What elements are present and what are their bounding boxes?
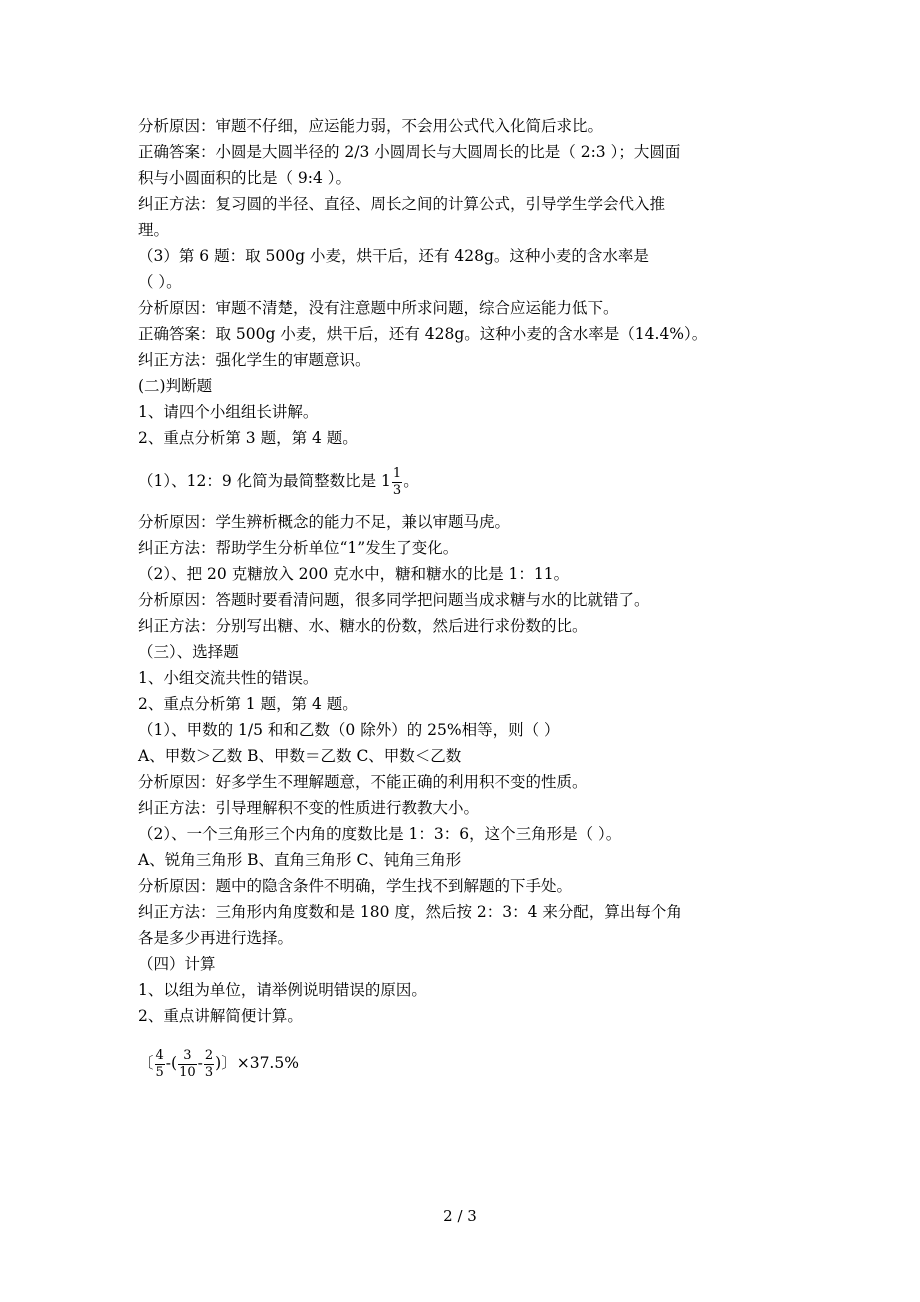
- text-line: 分析原因：审题不清楚，没有注意题中所求问题，综合应运能力低下。: [138, 299, 619, 317]
- text-line: （ ）。: [138, 273, 182, 291]
- fraction-numerator: 2: [204, 1047, 214, 1063]
- fraction-denominator: 10: [179, 1064, 196, 1080]
- fraction-numerator: 1: [392, 465, 402, 481]
- text-line: 纠正方法：分别写出糖、水、糖水的份数，然后进行求份数的比。: [138, 617, 588, 635]
- text-line: 各是多少再进行选择。: [138, 929, 294, 947]
- text-line: 正确答案：取 500g 小麦，烘干后，还有 428g。这种小麦的含水率是（14.4%）。: [138, 325, 708, 343]
- text-line: 1、请四个小组组长讲解。: [138, 403, 319, 421]
- text-line: 纠正方法：复习圆的半径、直径、周长之间的计算公式，引导学生学会代入推: [138, 195, 666, 213]
- choice-options: A、锐角三角形 B、直角三角形 C、钝角三角形: [138, 851, 462, 869]
- section-heading: (二)判断题: [138, 377, 213, 395]
- text-line: 纠正方法：引导理解积不变的性质进行教教大小。: [138, 799, 480, 817]
- operator: -: [197, 1054, 203, 1072]
- text-line: （2）、把 20 克糖放入 200 克水中，糖和糖水的比是 1：11。: [138, 565, 570, 583]
- text-line: 2、重点讲解简便计算。: [138, 1007, 303, 1025]
- expression-line: [138, 1037, 798, 1089]
- fraction-numerator: 3: [178, 1048, 197, 1065]
- text-line: 积与小圆面积的比是（ 9:4 ）。: [138, 169, 352, 187]
- bracket-open: 〔: [138, 1054, 154, 1072]
- fraction: [178, 1048, 197, 1081]
- fraction-denominator: 3: [204, 1064, 214, 1080]
- text-line: 分析原因：题中的隐含条件不明确，学生找不到解题的下手处。: [138, 877, 573, 895]
- text-line: 分析原因：审题不仔细，应运能力弱，不会用公式代入化简后求比。: [138, 117, 604, 135]
- document-body: [138, 113, 798, 1089]
- equation-suffix: 。: [403, 472, 419, 490]
- fraction-denominator: 5: [155, 1064, 164, 1080]
- text-line: 2、重点分析第 1 题，第 4 题。: [138, 695, 358, 713]
- text-line: 纠正方法：帮助学生分析单位“1”发生了变化。: [138, 539, 459, 557]
- text-line: 分析原因：学生辨析概念的能力不足，兼以审题马虎。: [138, 513, 511, 531]
- section-heading: （三）、选择题: [138, 643, 239, 661]
- text-line: 正确答案：小圆是大圆半径的 2/3 小圆周长与大圆周长的比是（ 2:3 ）；大圆面: [138, 143, 681, 161]
- equation-line: [138, 455, 798, 507]
- text-line: 纠正方法：三角形内角度数和是 180 度，然后按 2：3：4 来分配，算出每个角: [138, 903, 682, 921]
- bracket-close: )〕×37.5%: [215, 1054, 299, 1072]
- text-line: 1、小组交流共性的错误。: [138, 669, 319, 687]
- equation-prefix: （1）、12：9 化简为最简整数比是 1: [138, 472, 391, 490]
- choice-options: A、甲数＞乙数 B、甲数＝乙数 C、甲数＜乙数: [138, 747, 462, 765]
- text-line: 理。: [138, 221, 170, 239]
- fraction: [155, 1048, 165, 1081]
- text-line: 分析原因：答题时要看清问题，很多同学把问题当成求糖与水的比就错了。: [138, 591, 650, 609]
- text-line: （2）、一个三角形三个内角的度数比是 1：3：6，这个三角形是（ ）。: [138, 825, 622, 843]
- text-line: 2、重点分析第 3 题，第 4 题。: [138, 429, 358, 447]
- text-line: 1、以组为单位，请举例说明错误的原因。: [138, 981, 427, 999]
- text-line: 分析原因：好多学生不理解题意，不能正确的利用积不变的性质。: [138, 773, 588, 791]
- fraction: [204, 1048, 214, 1081]
- page-number: 2 / 3: [443, 1207, 477, 1225]
- fraction: [392, 466, 402, 499]
- fraction-denominator: 3: [392, 482, 402, 498]
- operator: -(: [165, 1054, 178, 1072]
- text-line: （3）第 6 题：取 500g 小麦，烘干后，还有 428g。这种小麦的含水率是: [138, 247, 649, 265]
- fraction-numerator: 4: [155, 1047, 164, 1063]
- text-line: （1）、甲数的 1/5 和和乙数（0 除外）的 25%相等，则（ ）: [138, 721, 560, 739]
- section-heading: （四）计算: [138, 955, 216, 973]
- text-line: 纠正方法：强化学生的审题意识。: [138, 351, 371, 369]
